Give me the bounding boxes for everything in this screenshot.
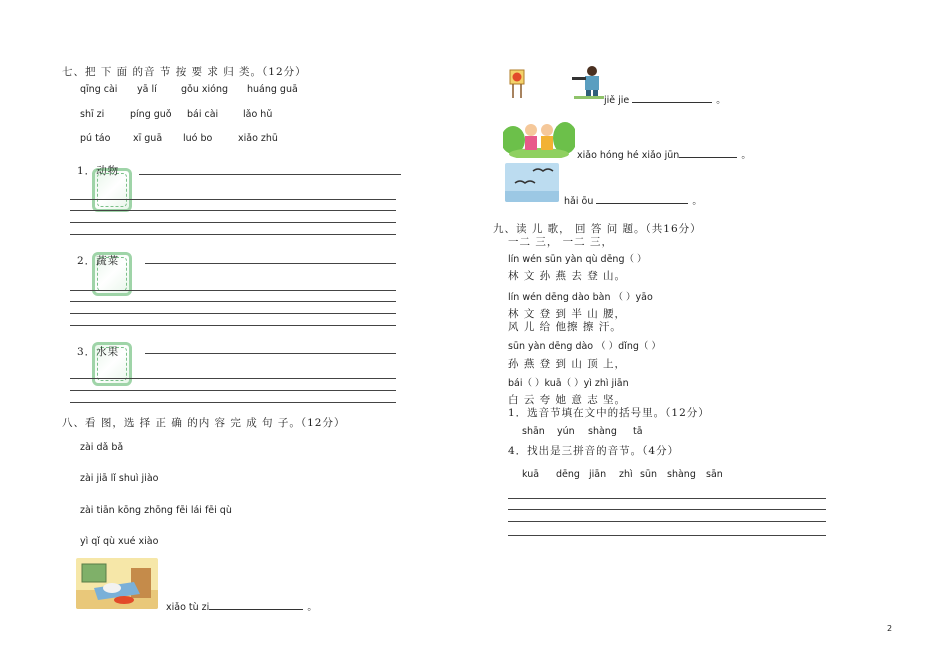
option-phrase: zài jiā lǐ shuì jiào [80, 473, 159, 484]
option-phrase: zài dǎ bǎ [80, 442, 124, 453]
poem-line: 林 文 孙 燕 去 登 山。 [508, 270, 627, 282]
answer-line[interactable] [70, 390, 396, 391]
page-number: 2 [887, 624, 893, 633]
question-subject: hǎi ōu [564, 196, 594, 207]
poem-pinyin: lín wén dēng dào bàn （ ）yāo [508, 292, 653, 303]
syllable-option: sān [706, 469, 723, 480]
pinyin-item: píng guǒ [130, 109, 172, 120]
answer-blank[interactable] [596, 194, 688, 204]
poem-line: 风 儿 给 他擦 擦 汗。 [508, 321, 622, 333]
answer-line[interactable] [70, 234, 396, 235]
pinyin-item: xī guā [133, 133, 163, 144]
period: 。 [307, 602, 317, 613]
answer-line[interactable] [70, 290, 396, 291]
syllable-option: yún [557, 426, 575, 437]
answer-line[interactable] [70, 210, 396, 211]
sister-target-image [508, 62, 604, 100]
category-label-animals: 1．动物 [77, 165, 120, 177]
question-subject: jiě jie [604, 95, 630, 106]
pinyin-item: bái cài [187, 109, 219, 120]
pinyin-item: shī zi [80, 109, 105, 120]
syllable-option: tā [633, 426, 643, 437]
poem-pinyin: lín wén sūn yàn qù dēng（ ） [508, 254, 647, 265]
question-gull [564, 193, 702, 207]
question-rabbit [166, 599, 317, 613]
answer-line[interactable] [70, 402, 396, 403]
answer-line[interactable] [508, 509, 826, 510]
syllable-option: kuā [522, 469, 540, 480]
poem-line: 林 文 登 到 半 山 腰， [508, 308, 627, 320]
option-phrase: yì qǐ qù xué xiào [80, 536, 159, 547]
answer-blank[interactable] [209, 600, 303, 610]
syllable-option: dēng [556, 469, 580, 480]
answer-line[interactable] [70, 313, 396, 314]
pinyin-item: xiǎo zhū [238, 133, 278, 144]
answer-blank[interactable] [632, 93, 712, 103]
seagull-image [505, 163, 559, 202]
poem-pinyin: sūn yàn dēng dào （ ）dǐng（ ） [508, 341, 661, 352]
section7-heading: 七、把 下 面 的音 节 按 要 求 归 类。（12分） [62, 66, 307, 78]
answer-line[interactable] [70, 325, 396, 326]
section8-heading: 八、看 图，选 择 正 确 的内 容 完 成 句 子。（12分） [62, 417, 346, 429]
category-label-fruits: 3．水果 [77, 346, 120, 358]
question-4: 4．找出是三拼音的音节。（4分） [508, 445, 680, 457]
pinyin-item: huáng guā [247, 84, 298, 95]
syllable-option: shān [522, 426, 545, 437]
question-subject: xiǎo hóng hé xiǎo jūn [577, 150, 680, 161]
answer-line[interactable] [139, 174, 401, 175]
answer-blank[interactable] [679, 148, 737, 158]
poem-line: 白 云 夸 她 意 志 坚。 [508, 394, 627, 406]
pinyin-item: yā lí [137, 84, 157, 95]
pinyin-item: qīng cài [80, 84, 118, 95]
option-phrase: zài tiān kōng zhōng fēi lái fēi qù [80, 505, 232, 516]
poem-line: 一二 三， 一二 三， [508, 236, 614, 248]
pinyin-item: gǒu xióng [181, 84, 229, 95]
syllable-option: shàng [667, 469, 696, 480]
syllable-option: zhì [619, 469, 633, 480]
answer-line[interactable] [145, 353, 396, 354]
syllable-option: shàng [588, 426, 617, 437]
answer-line[interactable] [508, 535, 826, 536]
kids-to-school-image [503, 118, 575, 158]
answer-line[interactable] [145, 263, 396, 264]
period: 。 [741, 150, 751, 161]
answer-line[interactable] [508, 521, 826, 522]
period: 。 [716, 95, 726, 106]
answer-line[interactable] [508, 498, 826, 499]
category-label-vegetables: 2．蔬菜 [77, 255, 120, 267]
syllable-option: jiān [589, 469, 607, 480]
question-subject: xiǎo tù zi [166, 602, 210, 613]
poem-line: 孙 燕 登 到 山 顶 上， [508, 358, 627, 370]
section9-heading: 九、读 儿 歌， 回 答 问 题。（共16分） [493, 223, 702, 235]
question-kids [577, 147, 751, 161]
rabbit-sleeping-image [76, 558, 158, 609]
poem-pinyin: bái（ ）kuā（ ）yì zhì jiān [508, 378, 629, 389]
answer-line[interactable] [70, 222, 396, 223]
answer-line[interactable] [70, 301, 396, 302]
answer-line[interactable] [70, 378, 396, 379]
pinyin-item: luó bo [183, 133, 213, 144]
period: 。 [692, 196, 702, 207]
question-1: 1．选音节填在文中的括号里。（12分） [508, 407, 710, 419]
syllable-option: sūn [640, 469, 657, 480]
pinyin-item: lǎo hǔ [243, 109, 273, 120]
pinyin-item: pú táo [80, 133, 111, 144]
question-sister [604, 92, 726, 106]
answer-line[interactable] [70, 199, 396, 200]
